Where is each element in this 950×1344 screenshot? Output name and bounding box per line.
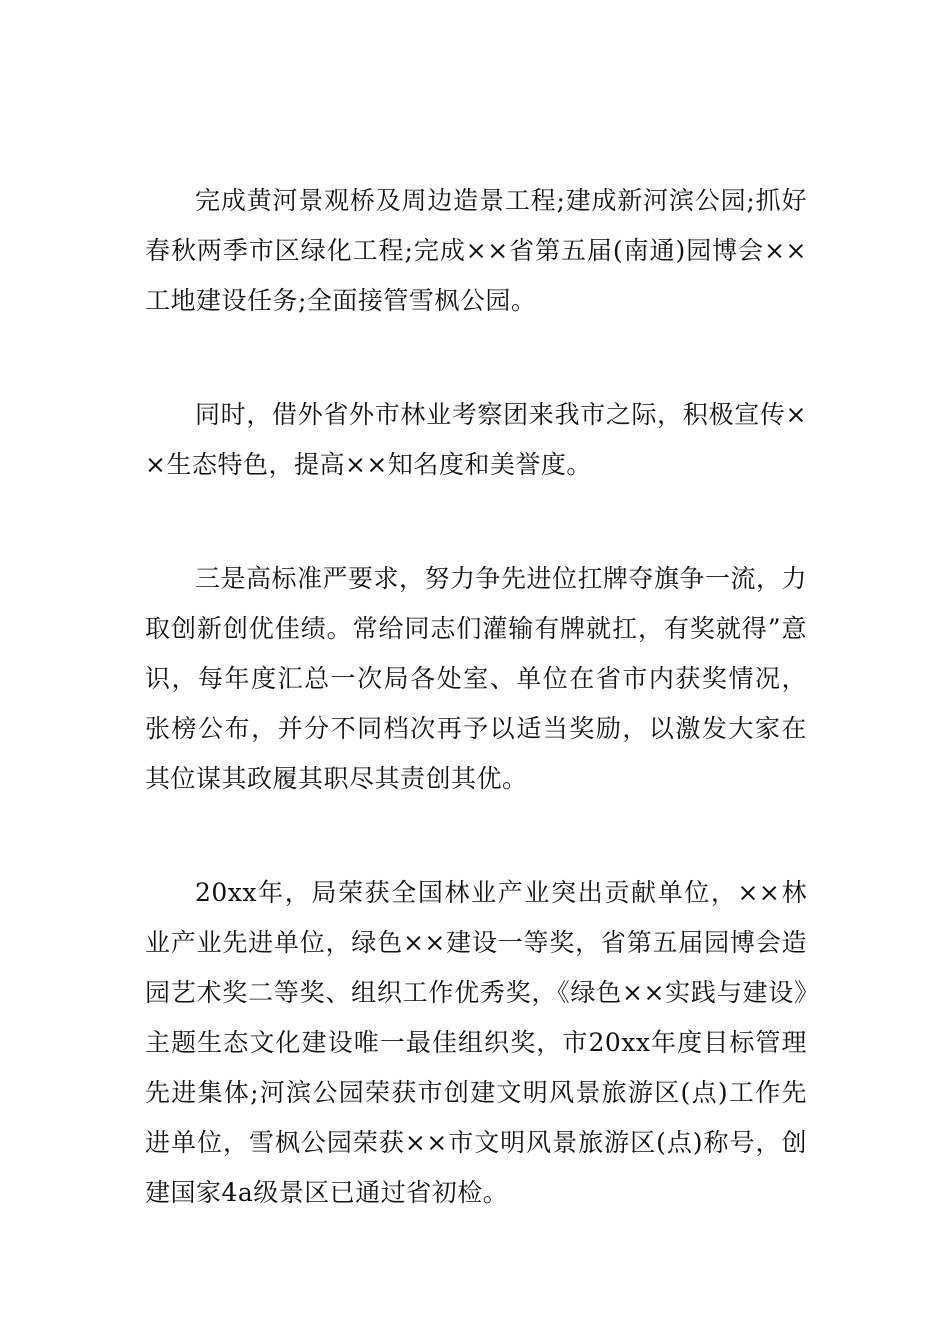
paragraph-2: 同时，借外省外市林业考察团来我市之际，积极宣传××生态特色，提高××知名度和美誉度。 (145, 400, 807, 479)
paragraph-1: 完成黄河景观桥及周边造景工程;建成新河滨公园;抓好春秋两季市区绿化工程;完成××省第五届(南通)园博会××工地建设任务;全面接管雪枫公园。 (145, 186, 807, 315)
paragraph-gap (145, 326, 807, 390)
paragraph-gap (145, 490, 807, 554)
paragraph-4: 20xx年，局荣获全国林业产业突出贡献单位，××林业产业先进单位，绿色××建设一等奖，省第五届园博会造园艺术奖二等奖、组织工作优秀奖，《绿色××实践与建设》主题生态文化建设唯一最佳组织奖，市20xx年度目标管理先进集体;河滨公园荣获市创建文明风景旅游区(点)工作先进单位，雪枫公园荣获××市文明风景旅游区(点)称号，创建国家4a级景区已通过省初检。 (145, 878, 807, 1207)
paragraph-3: 三是高标准严要求，努力争先进位扛牌夺旗争一流，力取创新创优佳绩。常给同志们灌输有牌就扛，有奖就得”意识，每年度汇总一次局各处室、单位在省市内获奖情况，张榜公布，并分不同档次再予以适当奖励，以激发大家在其位谋其政履其职尽其责创其优。 (145, 564, 808, 793)
document-body (145, 176, 807, 1218)
paragraph-gap (145, 804, 807, 868)
